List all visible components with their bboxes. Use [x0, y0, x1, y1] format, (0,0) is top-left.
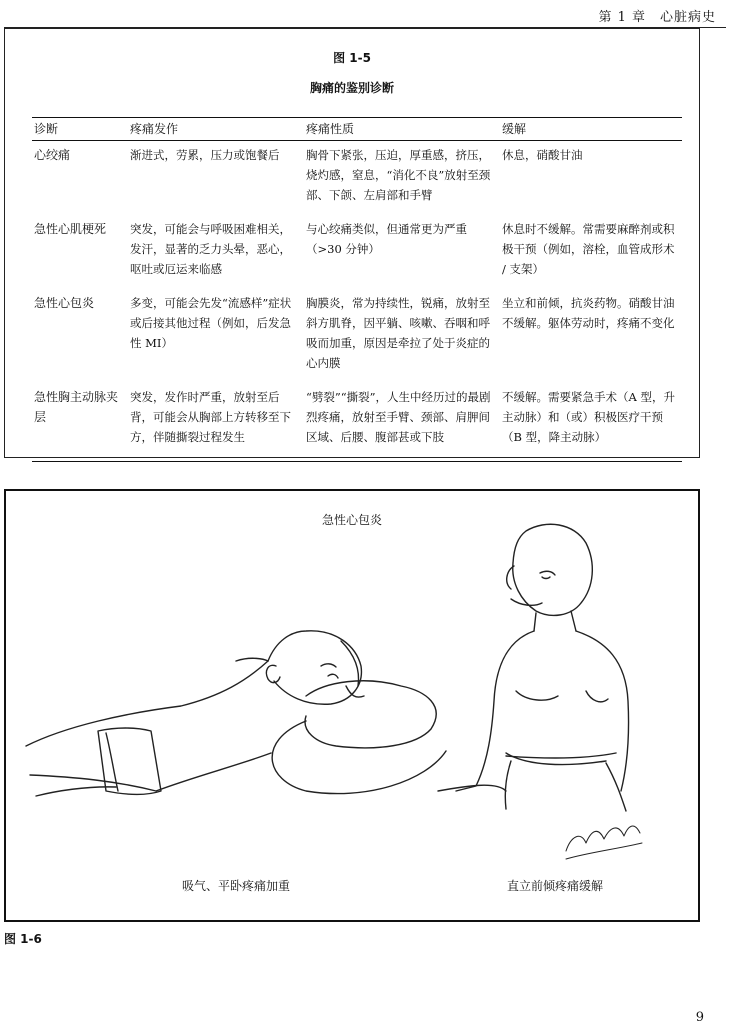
character-cell: 胸骨下紧张，压迫，厚重感，挤压，烧灼感，窒息，“消化不良”放射至颈部、下颌、左肩部和手臂	[306, 148, 491, 202]
table-row	[32, 293, 682, 387]
table-row	[32, 387, 682, 462]
diagnosis-cell: 心绞痛	[34, 148, 71, 162]
onset-cell: 多变，可能会先发“流感样”症状或后接其他过程（例如，后发急性 MI）	[130, 296, 292, 350]
relief-cell: 不缓解。需要紧急手术（A 型，升主动脉）和（或）积极医疗干预（B 型，降主动脉）	[500, 387, 682, 462]
character-cell: 与心绞痛类似，但通常更为严重（>30 分钟）	[306, 222, 467, 256]
diagnosis-cell: 急性胸主动脉夹层	[32, 387, 128, 462]
column-header: 疼痛发作	[128, 118, 304, 141]
relief-cell: 坐立和前倾，抗炎药物。硝酸甘油不缓解。躯体劳动时，疼痛不变化	[502, 296, 675, 330]
running-header: 第 1 章 心脏病史	[598, 10, 716, 25]
illustration-figure-box	[4, 489, 700, 922]
caption-lying: 吸气、平卧疼痛加重	[182, 879, 291, 893]
page-number: 9	[695, 1010, 704, 1025]
table-figure-box	[4, 28, 700, 458]
caption-sitting: 直立前倾疼痛缓解	[507, 879, 604, 893]
column-header: 诊断	[32, 118, 128, 141]
onset-cell: 突发，可能会与呼吸困难相关，发汗，显著的乏力头晕，恶心，呕吐或厄运来临感	[130, 222, 291, 276]
relief-cell: 休息时不缓解。常需要麻醉剂或积极干预（例如，溶栓，血管成形术 / 支架）	[502, 222, 675, 276]
sitting-patient-drawing	[438, 524, 629, 811]
column-header: 缓解	[500, 118, 682, 141]
diagnosis-cell: 急性心包炎	[34, 296, 95, 310]
relief-cell: 休息，硝酸甘油	[502, 148, 583, 162]
diagnosis-cell: 急性心肌梗死	[34, 222, 107, 236]
lying-patient-drawing	[26, 631, 446, 796]
pericarditis-illustration	[6, 491, 698, 920]
table-figure-label: 图 1-5	[333, 51, 371, 65]
onset-cell: 渐进式，劳累，压力或饱餐后	[130, 148, 280, 162]
onset-cell: 突发，发作时严重，放射至后背，可能会从胸部上方转移至下方，伴随撕裂过程发生	[128, 387, 304, 462]
figure-number: 图 1-6	[4, 932, 42, 946]
table-title: 胸痛的鉴别诊断	[309, 81, 394, 95]
table-header-row	[32, 118, 682, 141]
character-cell: “劈裂”“撕裂”，人生中经历过的最剧烈疼痛，放射至手臂、颈部、肩胛间区域、后腰、腹部甚或下肢	[304, 387, 500, 462]
table-row	[32, 219, 682, 293]
table-row	[32, 141, 682, 220]
artist-signature	[566, 826, 642, 859]
character-cell: 胸膜炎，常为持续性，锐痛，放射至斜方肌脊，因平躺、咳嗽、吞咽和呼吸而加重，原因是牵拉了处于炎症的心内膜	[306, 296, 490, 370]
illustration-title: 急性心包炎	[321, 513, 382, 527]
differential-diagnosis-table	[32, 117, 682, 462]
column-header: 疼痛性质	[304, 118, 500, 141]
